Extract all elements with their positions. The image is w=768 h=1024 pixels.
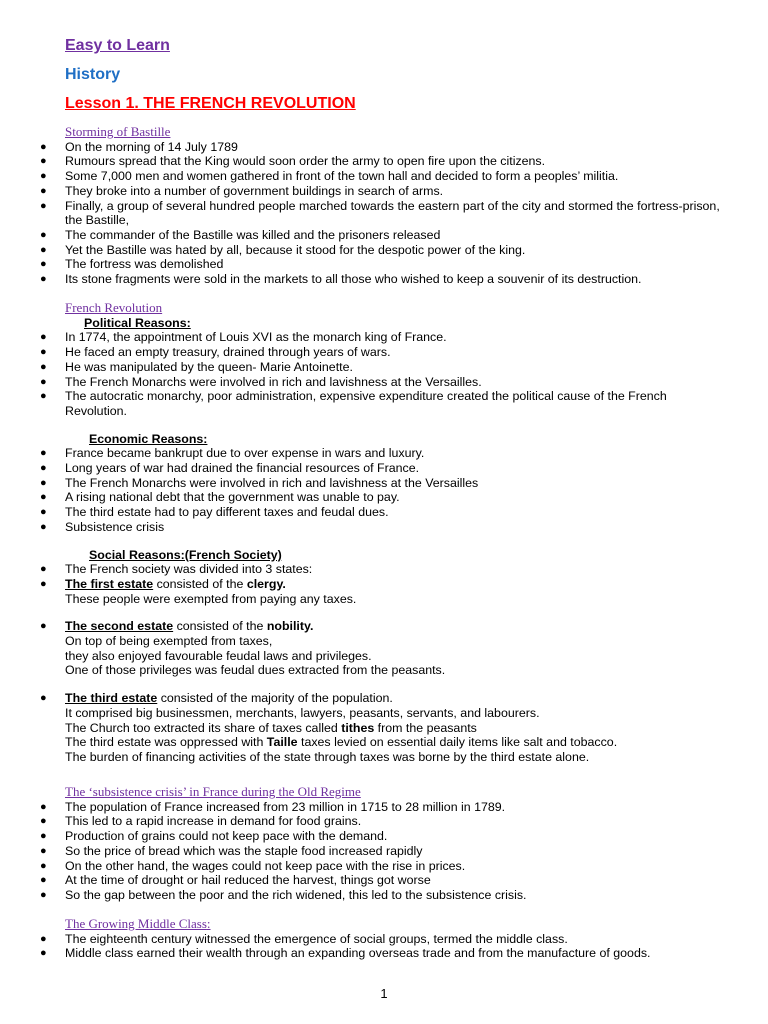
bullet-icon: ●: [40, 228, 47, 241]
site-title: Easy to Learn: [65, 37, 170, 54]
bullet-icon: ●: [40, 859, 47, 872]
bastille-section: [0, 125, 768, 287]
list-item: ● The autocratic monarchy, poor administration, expensive expenditure created the political cause of the French Revolution.: [40, 389, 667, 418]
list-item: ● The population of France increased from 23 million in 1715 to 28 million in 1789.: [40, 799, 506, 814]
list-item: ● Production of grains could not keep pace with the demand.: [40, 829, 388, 844]
bullet-icon: ●: [40, 184, 47, 197]
list-item: ● Long years of war had drained the financial resources of France.: [40, 461, 420, 476]
list-item: ● So the gap between the poor and the rich widened, this led to the subsistence crisis.: [40, 887, 527, 902]
bullet-icon: ●: [40, 170, 47, 183]
bullet-icon: ●: [40, 273, 47, 286]
list-item: ● This led to a rapid increase in demand for food grains.: [40, 814, 362, 829]
bullet-icon: ●: [40, 932, 47, 945]
list-item: ● The third estate had to pay different taxes and feudal dues.: [40, 505, 389, 520]
list-item-second-estate: ● The second estate consisted of the nobility. On top of being exempted from taxes, they also enjoyed favourable feudal laws and privileges. One of those privileges was feudal dues extracted from the peasants.: [40, 619, 446, 678]
social-heading: Social Reasons:(French Society): [89, 547, 282, 562]
list-item: ● Subsistence crisis: [40, 519, 165, 534]
bullet-icon: ●: [40, 155, 47, 168]
section-heading: The ‘subsistence crisis’ in France during the Old Regime: [65, 784, 361, 799]
economic-list: [0, 446, 768, 534]
list-item: ● Some 7,000 men and women gathered in front of the town hall and decided to form a peoples’ militia.: [40, 169, 619, 184]
list-item: ● Yet the Bastille was hated by all, because it stood for the despotic power of the king.: [40, 242, 526, 257]
list-item: ● He was manipulated by the queen- Marie Antoinette.: [40, 359, 353, 374]
bullet-icon: ●: [40, 140, 47, 153]
second-estate-list: [0, 619, 768, 678]
list-item: ● So the price of bread which was the staple food increased rapidly: [40, 843, 423, 858]
section-heading: The Growing Middle Class:: [65, 916, 211, 931]
bullet-icon: ●: [40, 476, 47, 489]
section-heading: French Revolution: [65, 300, 163, 315]
bullet-icon: ●: [40, 243, 47, 256]
list-item: ● Its stone fragments were sold in the markets to all those who wished to keep a souvenir of its destruction.: [40, 272, 642, 287]
bullet-icon: ●: [40, 874, 47, 887]
list-item: ● Middle class earned their wealth through an expanding overseas trade and from the manufacture of goods.: [40, 946, 651, 961]
bullet-icon: ●: [40, 506, 47, 519]
list-item: ● They broke into a number of government buildings in search of arms.: [40, 183, 444, 198]
page-number: 1: [380, 986, 388, 1001]
bullet-icon: ●: [40, 830, 47, 843]
bullet-icon: ●: [40, 491, 47, 504]
bullet-icon: ●: [40, 258, 47, 271]
list-item-first-estate: ● The first estate consisted of the clergy. These people were exempted from paying any taxes.: [40, 576, 357, 606]
bullet-icon: ●: [40, 346, 47, 359]
list-item: ● The French Monarchs were involved in rich and lavishness at the Versailles: [40, 475, 479, 490]
bullet-icon: ●: [40, 800, 47, 813]
bullet-icon: ●: [40, 888, 47, 901]
revolution-section: [0, 301, 768, 765]
bullet-icon: ●: [40, 815, 47, 828]
political-heading: Political Reasons:: [84, 315, 191, 330]
list-item: ● Rumours spread that the King would soon order the army to open fire upon the citizens.: [40, 154, 546, 169]
bullet-icon: ●: [40, 331, 47, 344]
bullet-icon: ●: [40, 375, 47, 388]
list-item: ● He faced an empty treasury, drained through years of wars.: [40, 345, 391, 360]
bullet-icon: ●: [40, 844, 47, 857]
subject-title: History: [65, 66, 121, 83]
list-item: ● On the morning of 14 July 1789: [40, 139, 238, 154]
lesson-title: Lesson 1. THE FRENCH REVOLUTION: [65, 95, 356, 112]
subsistence-list: [0, 800, 768, 903]
middle-class-section: [0, 917, 768, 961]
list-item: ● In 1774, the appointment of Louis XVI as the monarch king of France.: [40, 330, 447, 345]
subsistence-section: [0, 785, 768, 903]
section-heading: Storming of Bastille: [65, 124, 171, 139]
list-item: ● The French society was divided into 3 states:: [40, 562, 313, 577]
list-item: ● The eighteenth century witnessed the emergence of social groups, termed the middle class.: [40, 931, 568, 946]
bullet-icon: ●: [40, 520, 47, 533]
list-item: ● Finally, a group of several hundred people marched towards the eastern part of the city and stormed the fortress-prison, the Bastille,: [40, 198, 720, 228]
list-item: ● The French Monarchs were involved in rich and lavishness at the Versailles.: [40, 374, 482, 389]
list-item: ● At the time of drought or hail reduced the harvest, things got worse: [40, 873, 431, 888]
bullet-icon: ●: [40, 199, 47, 212]
list-item: ● On the other hand, the wages could not keep pace with the rise in prices.: [40, 858, 466, 873]
list-item: ● France became bankrupt due to over expense in wars and luxury.: [40, 446, 425, 461]
third-estate-list: [0, 691, 768, 765]
bullet-icon: ●: [40, 947, 47, 960]
political-list: [0, 330, 768, 418]
list-item: ● The commander of the Bastille was killed and the prisoners released: [40, 227, 441, 242]
social-list: [0, 562, 768, 606]
middle-class-list: [0, 932, 768, 961]
bullet-icon: ●: [40, 390, 47, 403]
bullet-icon: ●: [40, 360, 47, 373]
bullet-icon: ●: [40, 447, 47, 460]
bastille-list: [0, 140, 768, 287]
economic-heading: Economic Reasons:: [89, 431, 208, 446]
bullet-icon: ●: [40, 462, 47, 475]
list-item: ● A rising national debt that the government was unable to pay.: [40, 490, 400, 505]
list-item-third-estate: ● The third estate consisted of the majority of the population. It comprised big businessmen, merchants, lawyers, peasants, servants, and labourers. The Church too extracted its share of taxes called tithes from the peasants The third estate was oppressed with Taille taxes levied on essential daily items like salt and tobacco. The burden of financing activities of the state through taxes was borne by the third estate alone.: [40, 691, 618, 764]
list-item: ● The fortress was demolished: [40, 257, 224, 272]
